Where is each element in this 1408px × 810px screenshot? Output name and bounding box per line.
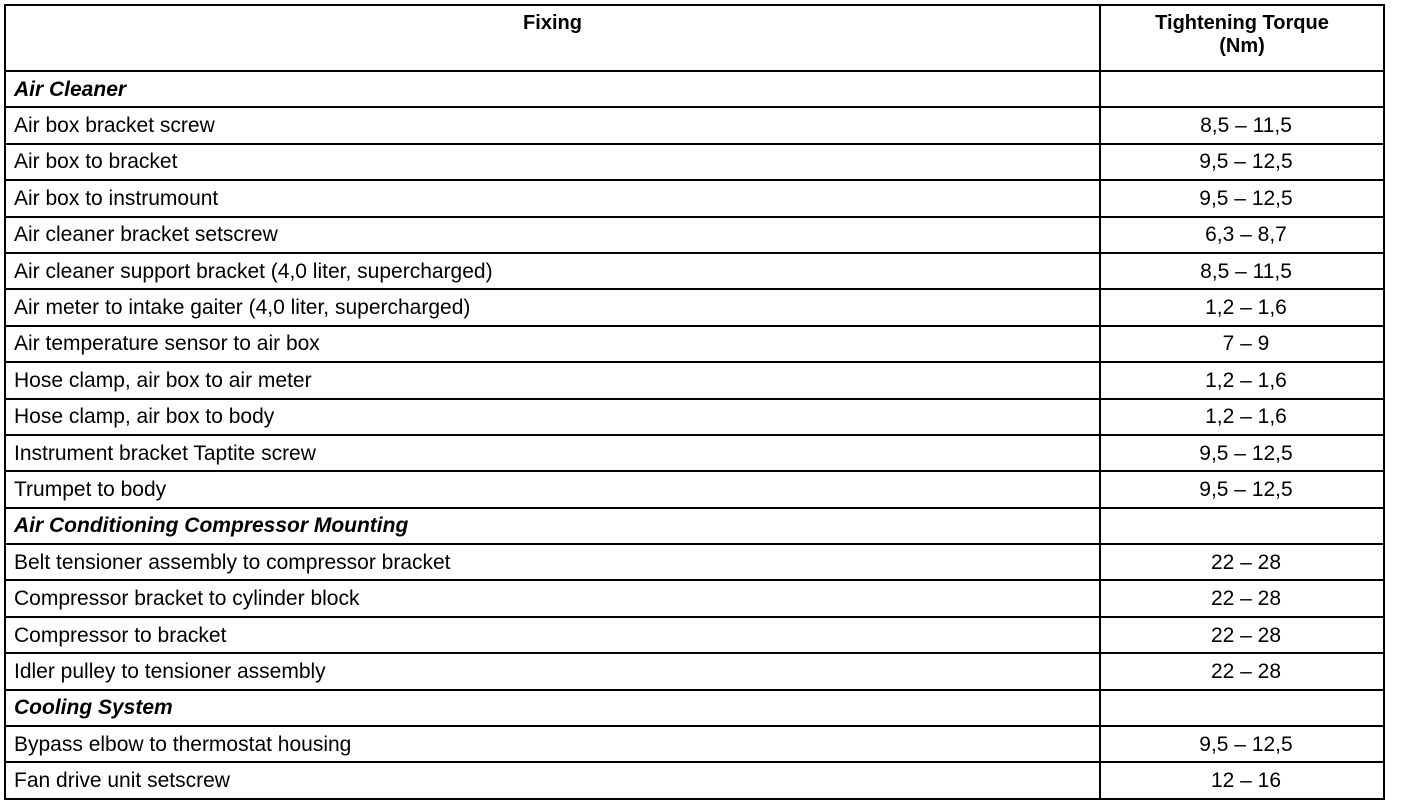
- table-row: [5, 107, 1384, 143]
- table-row: [5, 653, 1384, 689]
- table-row: [5, 326, 1384, 362]
- section-label: Cooling System: [5, 690, 1100, 726]
- fixing-cell: Air box to instrumount: [5, 180, 1100, 216]
- torque-cell: 7 – 9: [1100, 326, 1384, 362]
- torque-cell: 22 – 28: [1100, 617, 1384, 653]
- section-row: [5, 71, 1384, 107]
- table-row: [5, 544, 1384, 580]
- torque-table: [4, 4, 1385, 800]
- section-row: [5, 508, 1384, 544]
- fixing-cell: Belt tensioner assembly to compressor bracket: [5, 544, 1100, 580]
- torque-cell: 12 – 16: [1100, 762, 1384, 798]
- table-row: [5, 289, 1384, 325]
- fixing-cell: Air box bracket screw: [5, 107, 1100, 143]
- torque-cell: 22 – 28: [1100, 580, 1384, 616]
- table-row: [5, 180, 1384, 216]
- torque-cell: 22 – 28: [1100, 544, 1384, 580]
- torque-cell: 8,5 – 11,5: [1100, 253, 1384, 289]
- torque-cell: 1,2 – 1,6: [1100, 399, 1384, 435]
- torque-cell: 9,5 – 12,5: [1100, 435, 1384, 471]
- fixing-cell: Hose clamp, air box to air meter: [5, 362, 1100, 398]
- header-tightening-torque: Tightening Torque (Nm): [1100, 5, 1384, 71]
- table-row: [5, 253, 1384, 289]
- table-row: [5, 399, 1384, 435]
- fixing-cell: Compressor to bracket: [5, 617, 1100, 653]
- torque-cell: 1,2 – 1,6: [1100, 362, 1384, 398]
- fixing-cell: Idler pulley to tensioner assembly: [5, 653, 1100, 689]
- header-fixing: Fixing: [5, 5, 1100, 71]
- torque-cell: 22 – 28: [1100, 653, 1384, 689]
- fixing-cell: Air cleaner bracket setscrew: [5, 217, 1100, 253]
- torque-cell: 9,5 – 12,5: [1100, 180, 1384, 216]
- torque-cell: 9,5 – 12,5: [1100, 726, 1384, 762]
- fixing-cell: Trumpet to body: [5, 471, 1100, 507]
- fixing-cell: Air cleaner support bracket (4,0 liter, supercharged): [5, 253, 1100, 289]
- section-label: Air Cleaner: [5, 71, 1100, 107]
- fixing-cell: Instrument bracket Taptite screw: [5, 435, 1100, 471]
- table-row: [5, 144, 1384, 180]
- section-torque-empty: [1100, 71, 1384, 107]
- table-header-row: [5, 5, 1384, 71]
- section-row: [5, 690, 1384, 726]
- table-row: [5, 617, 1384, 653]
- table-row: [5, 580, 1384, 616]
- fixing-cell: Bypass elbow to thermostat housing: [5, 726, 1100, 762]
- fixing-cell: Hose clamp, air box to body: [5, 399, 1100, 435]
- table-row: [5, 435, 1384, 471]
- table-row: [5, 217, 1384, 253]
- table-row: [5, 726, 1384, 762]
- fixing-cell: Fan drive unit setscrew: [5, 762, 1100, 798]
- torque-cell: 1,2 – 1,6: [1100, 289, 1384, 325]
- section-torque-empty: [1100, 508, 1384, 544]
- fixing-cell: Air temperature sensor to air box: [5, 326, 1100, 362]
- section-torque-empty: [1100, 690, 1384, 726]
- torque-cell: 8,5 – 11,5: [1100, 107, 1384, 143]
- torque-cell: 6,3 – 8,7: [1100, 217, 1384, 253]
- torque-cell: 9,5 – 12,5: [1100, 144, 1384, 180]
- torque-cell: 9,5 – 12,5: [1100, 471, 1384, 507]
- table-body: [5, 71, 1384, 799]
- table-row: [5, 362, 1384, 398]
- fixing-cell: Air meter to intake gaiter (4,0 liter, supercharged): [5, 289, 1100, 325]
- fixing-cell: Air box to bracket: [5, 144, 1100, 180]
- section-label: Air Conditioning Compressor Mounting: [5, 508, 1100, 544]
- table-row: [5, 471, 1384, 507]
- table-row: [5, 762, 1384, 798]
- fixing-cell: Compressor bracket to cylinder block: [5, 580, 1100, 616]
